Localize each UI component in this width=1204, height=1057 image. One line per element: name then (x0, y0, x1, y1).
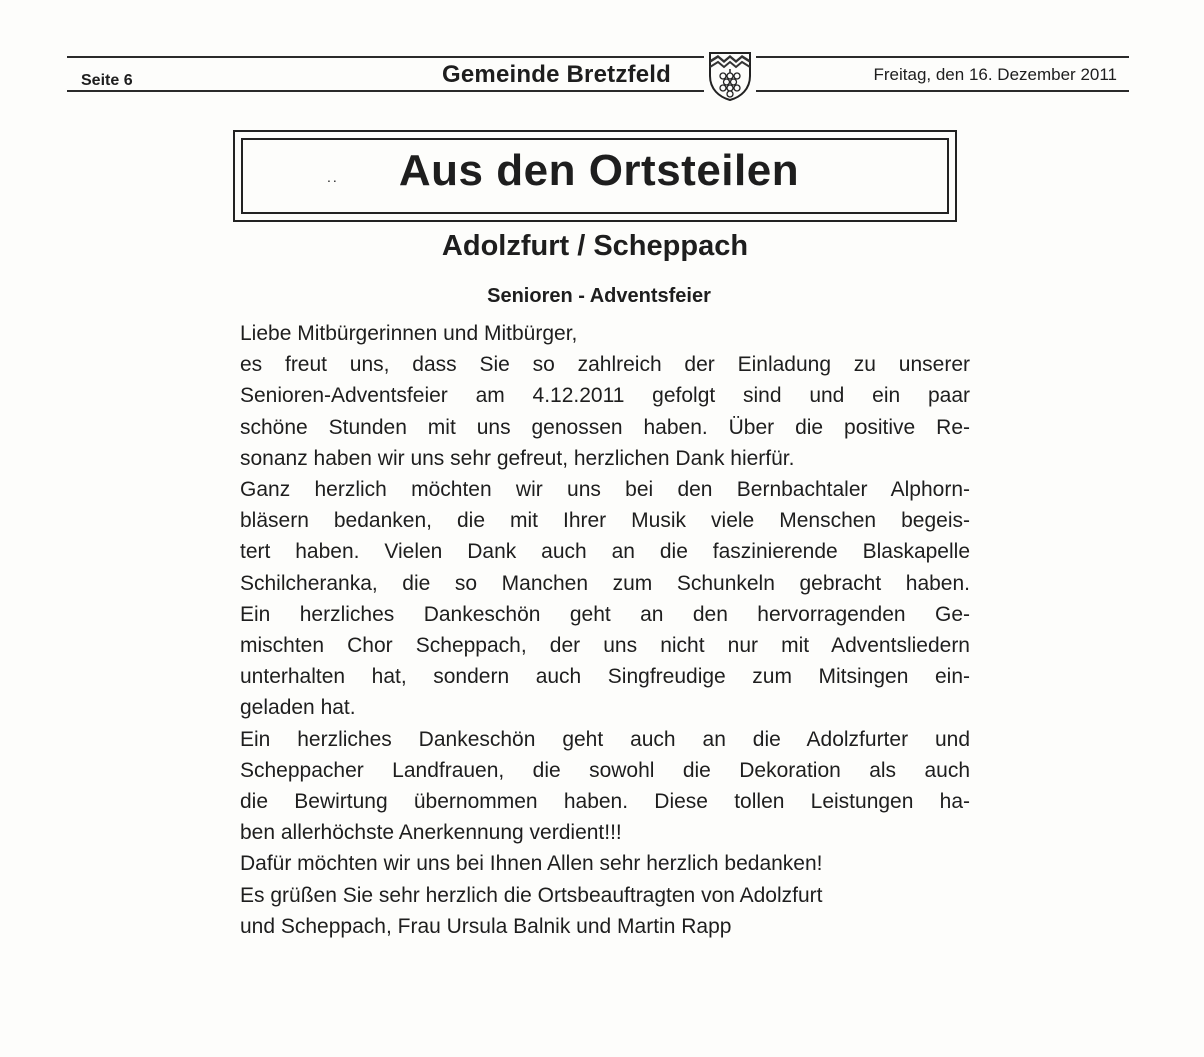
section-dots: .. (327, 169, 339, 185)
body-line: geladen hat. (240, 696, 356, 720)
body-line: Es grüßen Sie sehr herzlich die Ortsbeauftragten von Adolzfurt (240, 883, 823, 907)
body-line: sonanz haben wir uns sehr gefreut, herzlichen Dank hierfür. (240, 446, 795, 470)
newspaper-header (67, 52, 1129, 98)
body-line: Ein herzliches Dankeschön geht auch an die Adolzfurter und (240, 727, 970, 751)
body-line: Schilcheranka, die so Manchen zum Schunkeln gebracht haben. (240, 571, 970, 595)
header-bottom-rule (67, 90, 1129, 92)
body-line: unterhalten hat, sondern auch Singfreudige zum Mitsingen ein- (240, 665, 970, 689)
body-line: Ein herzliches Dankeschön geht an den hervorragenden Ge- (240, 602, 970, 626)
body-line: die Bewirtung übernommen haben. Diese tollen Leistungen ha- (240, 790, 970, 814)
place-heading: Adolzfurt / Scheppach (441, 230, 749, 262)
section-title-box (233, 130, 957, 222)
article-title: Senioren - Adventsfeier (487, 285, 711, 307)
header-top-rule (67, 56, 1129, 58)
municipal-crest-icon (704, 48, 756, 102)
body-line: tert haben. Vielen Dank auch an die faszinierende Blaskapelle (240, 540, 970, 564)
body-line: mischten Chor Scheppach, der uns nicht nur mit Adventsliedern (240, 634, 970, 658)
issue-date: Freitag, den 16. Dezember 2011 (873, 65, 1117, 84)
body-line: bläsern bedanken, die mit Ihrer Musik viele Menschen begeis- (240, 509, 970, 533)
body-line: es freut uns, dass Sie so zahlreich der Einladung zu unserer (240, 353, 970, 377)
body-line: Senioren-Adventsfeier am 4.12.2011 gefolgt sind und ein paar (240, 384, 970, 408)
article-body (240, 318, 970, 942)
section-title: Aus den Ortsteilen (398, 146, 800, 195)
body-line: Liebe Mitbürgerinnen und Mitbürger, (240, 322, 578, 345)
body-line: Scheppacher Landfrauen, die sowohl die Dekoration als auch (240, 758, 970, 782)
body-line: Dafür möchten wir uns bei Ihnen Allen sehr herzlich bedanken! (240, 852, 823, 876)
body-line: schöne Stunden mit uns genossen haben. Über die positive Re- (240, 415, 970, 439)
page-number: Seite 6 (81, 72, 133, 89)
body-line: und Scheppach, Frau Ursula Balnik und Martin Rapp (240, 914, 732, 938)
body-line: Ganz herzlich möchten wir uns bei den Bernbachtaler Alphorn- (240, 478, 970, 502)
body-line: ben allerhöchste Anerkennung verdient!!! (240, 821, 622, 845)
paper-name: Gemeinde Bretzfeld (442, 61, 671, 88)
